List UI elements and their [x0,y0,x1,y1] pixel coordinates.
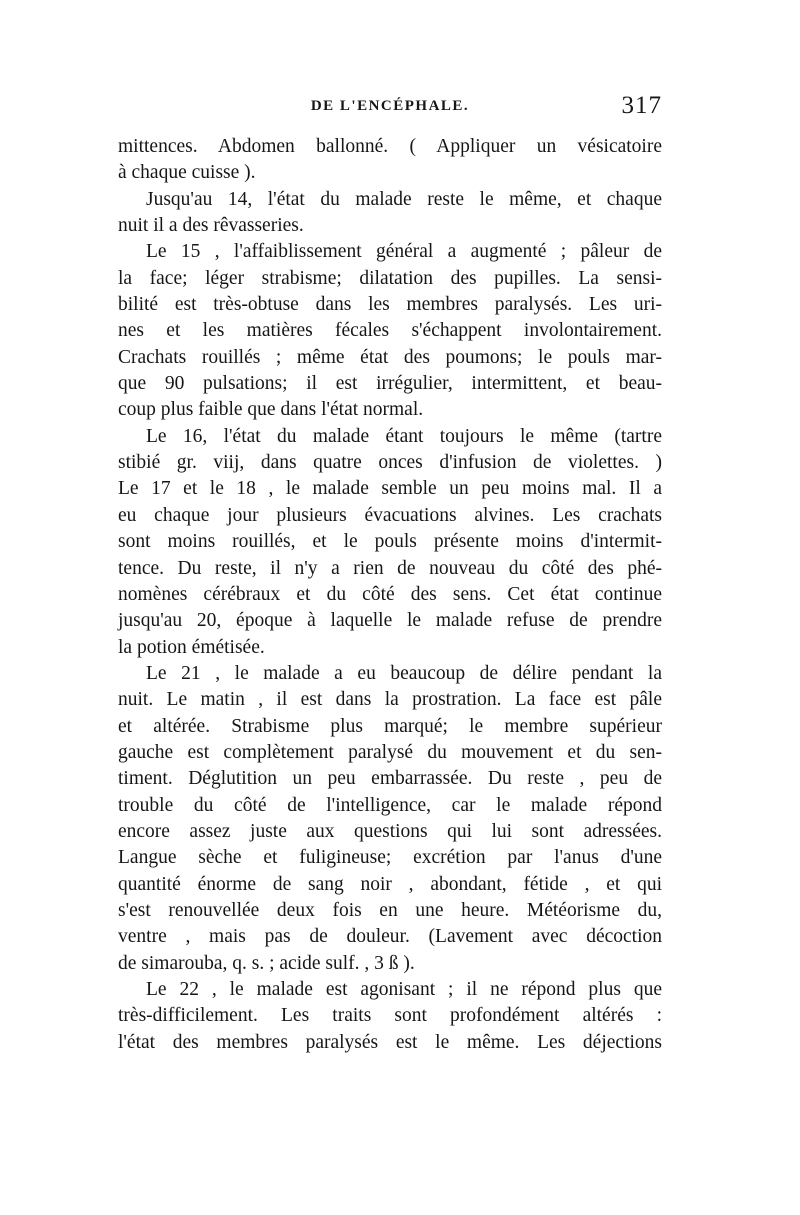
text-line: quantité énorme de sang noir , abondant, fétide , et qui [118,873,662,895]
text-line: Le 15 , l'affaiblissement général a augmenté ; pâleur de [146,241,662,263]
text-line: Langue sèche et fuligineuse; excrétion par l'anus d'une [118,847,662,869]
text-line: tence. Du reste, il n'y a rien de nouveau du côté des phé- [118,557,662,579]
text-line: nes et les matières fécales s'échappent involontairement. [118,320,662,342]
text-line: sont moins rouillés, et le pouls présente moins d'intermit- [118,531,662,553]
text-line: très-difficilement. Les traits sont profondément altérés : [118,1005,662,1027]
text-line: timent. Déglutition un peu embarrassée. Du reste , peu de [118,768,662,790]
text-line: de simarouba, q. s. ; acide sulf. , 3 ß ). [118,952,415,974]
text-line: la face; léger strabisme; dilatation des pupilles. La sensi- [118,267,662,289]
text-line: bilité est très-obtuse dans les membres paralysés. Les uri- [118,294,662,316]
text-line: eu chaque jour plusieurs évacuations alvines. Les crachats [118,504,662,526]
page-header [118,88,662,128]
text-line: gauche est complètement paralysé du mouvement et du sen- [118,741,662,763]
text-line: Le 22 , le malade est agonisant ; il ne répond plus que [146,979,662,1000]
running-head: DE L'ENCÉPHALE. [310,98,470,114]
text-line: coup plus faible que dans l'état normal. [118,399,424,421]
text-line: encore assez juste aux questions qui lui sont adressées. [118,820,662,842]
text-line: stibié gr. viij, dans quatre onces d'infusion de violettes. ) [118,452,662,474]
text-line: jusqu'au 20, époque à laquelle le malade refuse de prendre [118,610,662,632]
text-line: Jusqu'au 14, l'état du malade reste le même, et chaque [146,188,662,210]
text-line: ventre , mais pas de douleur. (Lavement avec décoction [118,926,662,948]
text-line: à chaque cuisse ). [118,162,256,184]
text-line: s'est renouvellée deux fois en une heure. Météorisme du, [118,899,662,921]
text-line: et altérée. Strabisme plus marqué; le membre supérieur [118,715,662,737]
text-line: l'état des membres paralysés est le même. Les déjections [118,1031,662,1053]
page-number: 317 [621,92,662,119]
body-text [118,134,662,1056]
text-line: que 90 pulsations; il est irrégulier, intermittent, et beau- [118,373,662,395]
text-line: Le 16, l'état du malade étant toujours le même (tartre [146,425,662,447]
text-line: la potion émétisée. [118,636,265,658]
text-line: nomènes cérébraux et du côté des sens. Cet état continue [118,583,662,605]
text-line: Le 17 et le 18 , le malade semble un peu moins mal. Il a [118,478,662,500]
text-line: nuit. Le matin , il est dans la prostration. La face est pâle [118,689,662,711]
text-line: Crachats rouillés ; même état des poumons; le pouls mar- [118,346,662,368]
text-line: trouble du côté de l'intelligence, car le malade répond [118,794,662,816]
text-line: mittences. Abdomen ballonné. ( Appliquer un vésicatoire [118,136,662,157]
text-line: Le 21 , le malade a eu beaucoup de délire pendant la [146,662,662,684]
text-line: nuit il a des rêvasseries. [118,215,304,237]
